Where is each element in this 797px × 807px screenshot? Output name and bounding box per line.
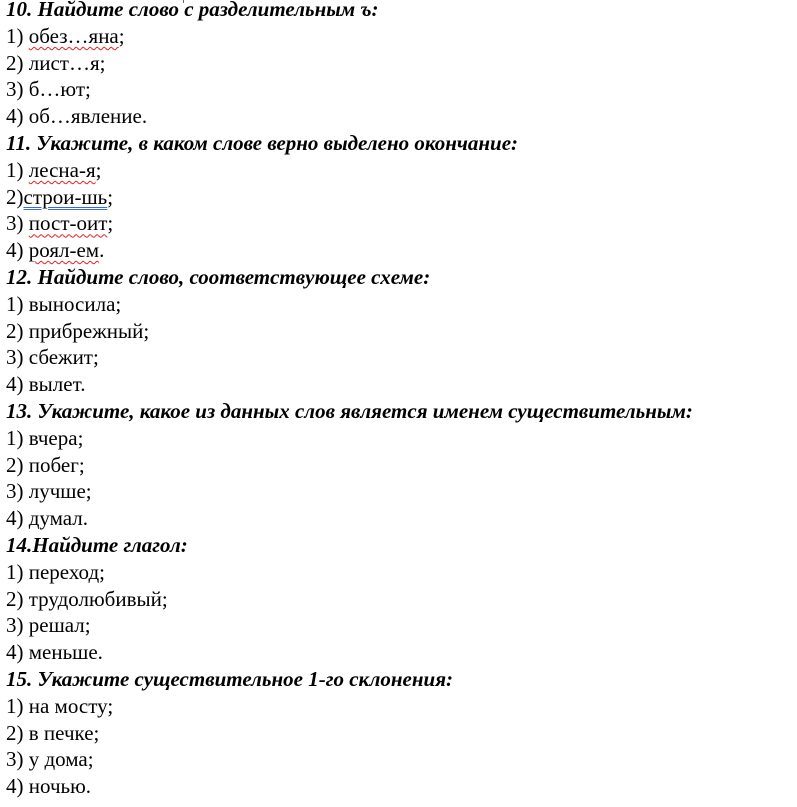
question-12-title: 12. Найдите слово, соответствующее схеме: [6, 264, 431, 289]
option-punctuation: . [80, 372, 86, 397]
option-text: пост-оит [28, 211, 108, 236]
option-text: побег [28, 452, 79, 477]
question-13-option-1 [6, 425, 794, 452]
question-14-option-3 [6, 612, 794, 639]
option-number: 1) [6, 291, 29, 316]
option-punctuation: ; [118, 23, 125, 48]
option-number: 2) [6, 184, 24, 209]
option-text: вылет [28, 372, 81, 397]
question-10-option-2 [6, 50, 794, 77]
option-number: 3) [6, 211, 29, 236]
question-15-title: 15. Укажите существительное 1-го склонения: [6, 666, 454, 691]
option-number: 4) [6, 372, 29, 397]
question-11-option-1 [6, 157, 794, 184]
option-punctuation: ; [85, 479, 92, 504]
option-text: переход [28, 559, 100, 584]
option-punctuation: ; [95, 157, 102, 182]
question-12-option-3 [6, 344, 794, 371]
option-text: ночью [28, 774, 86, 799]
option-punctuation: . [82, 506, 89, 531]
option-text: в печке [28, 720, 94, 745]
option-text: лист…я [28, 50, 100, 75]
option-punctuation: ; [78, 452, 85, 477]
question-12-option-1 [6, 291, 794, 318]
question-15-option-1 [6, 693, 794, 720]
option-text: выносила [28, 291, 116, 316]
question-14-option-2 [6, 586, 794, 613]
question-10-option-3 [6, 76, 794, 103]
option-punctuation: ; [93, 720, 100, 745]
option-number: 1) [6, 157, 29, 182]
option-number: 4) [6, 774, 29, 799]
question-15-option-4 [6, 773, 794, 800]
option-punctuation: ; [92, 345, 99, 370]
option-number: 2) [6, 50, 29, 75]
option-number: 2) [6, 720, 29, 745]
option-punctuation: . [141, 104, 148, 129]
option-text: б…ют [28, 77, 86, 102]
option-punctuation: ; [99, 50, 106, 75]
question-10-option-4 [6, 103, 794, 130]
question-13-title: 13. Укажите, какое из данных слов является именем существительным: [6, 398, 693, 423]
option-text: трудолюбивый [28, 586, 162, 611]
option-number: 2) [6, 318, 29, 343]
question-14-option-4 [6, 639, 794, 666]
option-text: лесна-я [28, 157, 96, 182]
option-punctuation: ; [107, 184, 114, 209]
question-11-option-3 [6, 210, 794, 237]
option-text: на мосту [28, 693, 108, 718]
option-punctuation: . [85, 774, 92, 799]
option-text: думал [28, 506, 83, 531]
option-number: 4) [6, 506, 29, 531]
option-number: 1) [6, 425, 29, 450]
question-14-option-1 [6, 559, 794, 586]
option-number: 4) [6, 640, 29, 665]
question-11-option-2 [6, 184, 794, 211]
question-10-title: 10. Найдите слово с разделительным ъ: [6, 0, 379, 21]
document-body [6, 0, 794, 800]
question-11-option-4 [6, 237, 794, 264]
option-punctuation: ; [107, 211, 114, 236]
question-12-option-2 [6, 318, 794, 345]
option-punctuation: ; [99, 559, 105, 584]
option-punctuation: ; [143, 318, 150, 343]
option-text: обез…яна [28, 23, 119, 48]
option-text: прибрежный [28, 318, 144, 343]
option-number: 3) [6, 613, 29, 638]
option-punctuation: . [97, 640, 103, 665]
option-number: 3) [6, 77, 29, 102]
option-text: сбежит [28, 345, 93, 370]
option-number: 2) [6, 452, 29, 477]
option-number: 4) [6, 104, 29, 129]
option-number: 1) [6, 693, 29, 718]
option-text: об…явление [28, 104, 142, 129]
option-punctuation: . [99, 238, 105, 263]
option-punctuation: ; [77, 425, 84, 450]
question-12-option-4 [6, 371, 794, 398]
option-text: у дома [28, 747, 88, 772]
option-text: роял-ем [28, 238, 100, 263]
option-text: строи-шь [23, 184, 108, 209]
option-punctuation: ; [115, 291, 122, 316]
option-text: решал [28, 613, 85, 638]
option-punctuation: ; [84, 613, 91, 638]
option-punctuation: ; [107, 693, 114, 718]
question-10-option-1 [6, 23, 794, 50]
option-text: вчера [28, 425, 78, 450]
option-text: лучше [28, 479, 86, 504]
option-punctuation: ; [161, 586, 168, 611]
question-13-option-4 [6, 505, 794, 532]
option-number: 3) [6, 479, 29, 504]
option-number: 2) [6, 586, 29, 611]
question-13-option-3 [6, 478, 794, 505]
option-punctuation: ; [85, 77, 91, 102]
question-11-title: 11. Укажите, в каком слове верно выделено окончание: [6, 130, 519, 155]
option-number: 3) [6, 747, 29, 772]
option-punctuation: ; [87, 747, 94, 772]
option-number: 4) [6, 238, 29, 263]
option-number: 3) [6, 345, 29, 370]
option-number: 1) [6, 559, 29, 584]
question-13-option-2 [6, 452, 794, 479]
option-number: 1) [6, 23, 29, 48]
question-15-option-2 [6, 720, 794, 747]
option-text: меньше [28, 640, 98, 665]
question-14-title: 14.Найдите глагол: [6, 532, 188, 557]
question-15-option-3 [6, 746, 794, 773]
